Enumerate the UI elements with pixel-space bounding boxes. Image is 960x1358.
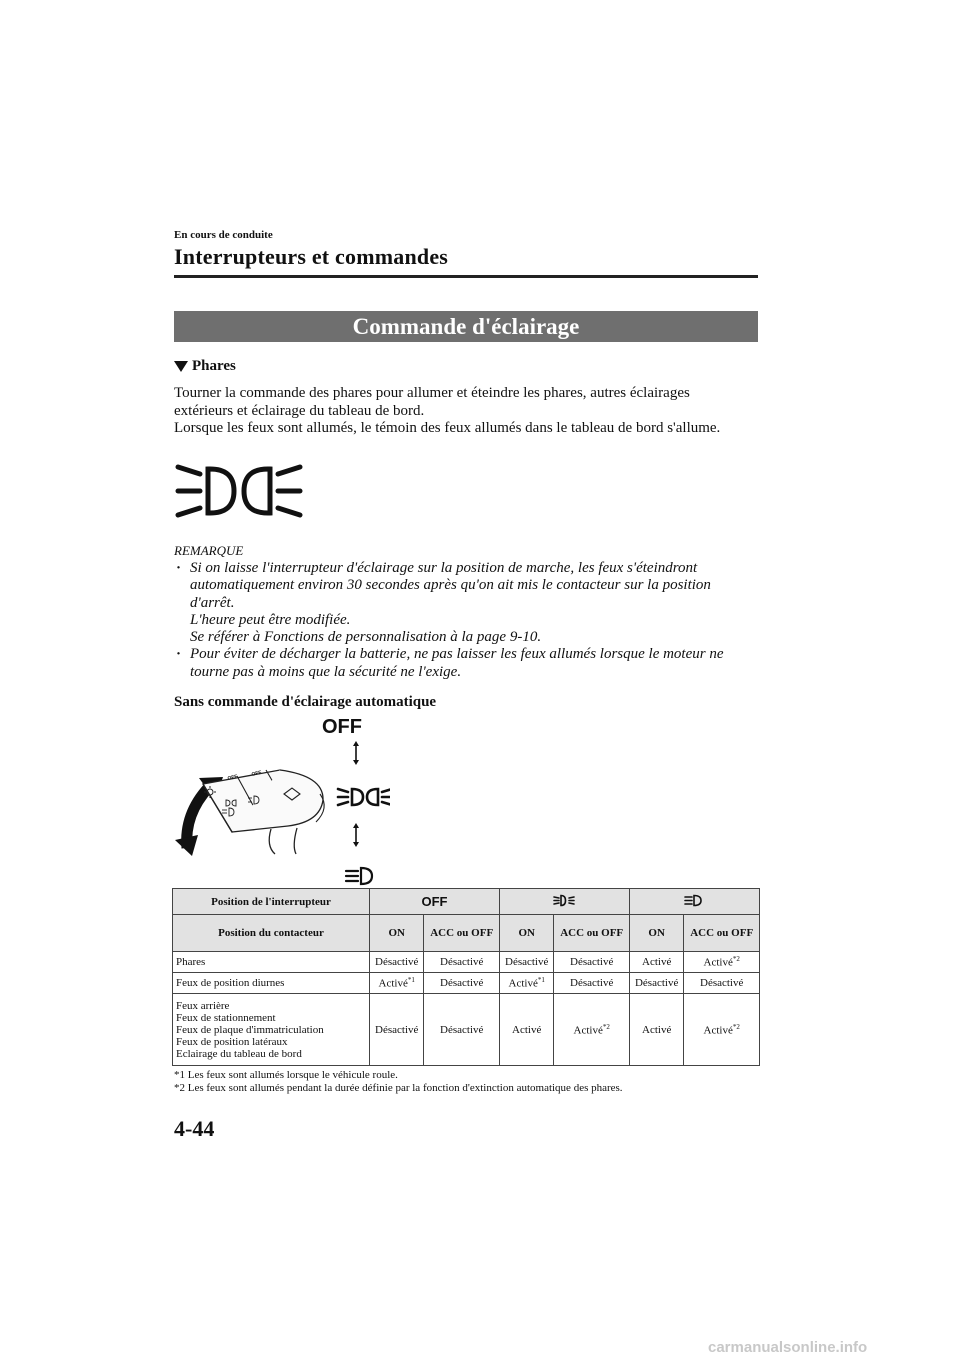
table-cell [629, 973, 683, 994]
table-cell [554, 952, 630, 973]
cell-value: Désactivé [375, 1023, 419, 1036]
note-line: Se référer à Fonctions de personnalisation à la page 9-10. [190, 629, 542, 646]
table-header: ON [629, 915, 683, 952]
table-cell [684, 994, 760, 1066]
row-label-line: Feux de position latéraux [176, 1035, 288, 1048]
note-item [174, 560, 764, 646]
footnote: *1 Les feux sont allumés lorsque le véhicule roule. [174, 1069, 398, 1081]
table-header: ACC ou OFF [684, 915, 760, 952]
note-list [174, 560, 764, 681]
cell-value: Désactivé [440, 977, 484, 989]
parking-light-icon [553, 894, 575, 907]
cell-value: Activé [703, 956, 733, 969]
table-cell [424, 994, 500, 1066]
table-row-label [173, 994, 370, 1066]
table-row-label: Feux de position diurnes [173, 973, 370, 994]
row-label-line: Feux de plaque d'immatriculation [176, 1023, 324, 1036]
note-line: · Si on laisse l'interrupteur d'éclairage sur la position de marche, les feux s'éteindront [190, 560, 698, 576]
table-row [173, 889, 760, 915]
footnotes [174, 1069, 623, 1095]
headlight-indicator-icon [174, 460, 304, 522]
footnote-ref: *2 [732, 955, 740, 964]
cell-value: Activé [642, 1023, 672, 1036]
note-line: L'heure peut être modifiée. [190, 611, 351, 628]
row-label-line: Feux de stationnement [176, 1011, 276, 1024]
table-row [173, 994, 760, 1066]
table-cell [629, 994, 683, 1066]
note-title: REMARQUE [174, 543, 244, 558]
cell-value: Activé [573, 1024, 603, 1037]
table-row [173, 952, 760, 973]
table-cell [684, 973, 760, 994]
table-row-label: Phares [173, 952, 370, 973]
table-header-off: OFF [370, 889, 500, 915]
headlight-icon [338, 789, 390, 805]
cell-value: Désactivé [634, 977, 679, 989]
table-cell [554, 994, 630, 1066]
table-cell [684, 952, 760, 973]
cell-value: Désactivé [570, 977, 614, 989]
table-row [173, 915, 760, 952]
cell-value: Activé [378, 977, 408, 990]
stalk-off-label: OFF [251, 769, 263, 778]
row-label-line: Eclairage du tableau de bord [176, 1047, 302, 1060]
table-cell [499, 973, 553, 994]
sub-heading-text: Phares [192, 358, 236, 374]
table-cell [629, 952, 683, 973]
table-header-parking [499, 889, 629, 915]
table-cell [554, 973, 630, 994]
sans-commande-heading: Sans commande d'éclairage automatique [174, 694, 437, 710]
sub-heading [174, 358, 236, 375]
row-label-line: Feux arrière [176, 999, 230, 1012]
cell-value: Activé [642, 956, 672, 968]
footnote: *2 Les feux sont allumés pendant la durée définie par la fonction d'extinction automatique des phares. [174, 1082, 623, 1094]
note-line: · Pour éviter de décharger la batterie, ne pas laisser les feux allumés lorsque le moteur ne [190, 646, 724, 663]
table-header: Position de l'interrupteur [173, 889, 370, 915]
cell-value: Désactivé [440, 956, 484, 968]
cell-value: Désactivé [505, 956, 549, 968]
cell-value: Désactivé [375, 956, 419, 968]
footnote-ref: *2 [602, 1022, 610, 1031]
intro-line: Lorsque les feux sont allumés, le témoin des feux allumés dans le tableau de bord s'allume. [174, 420, 721, 436]
note-line: tourne pas à moins que la sécurité ne l'exige. [190, 663, 462, 680]
cell-value: Désactivé [700, 977, 744, 989]
table-cell [424, 973, 500, 994]
table-cell [370, 994, 424, 1066]
footnote-ref: *1 [407, 976, 415, 985]
switch-position-table [172, 888, 760, 1066]
note-item [174, 646, 764, 681]
table-header-headlight [629, 889, 759, 915]
footnote-ref: *2 [732, 1022, 740, 1031]
table-row [173, 973, 760, 994]
table-header: ON [370, 915, 424, 952]
cell-value: Désactivé [440, 1023, 484, 1036]
table-header: Position du contacteur [173, 915, 370, 952]
cell-value: Désactivé [570, 956, 614, 968]
cell-value: Activé [512, 1023, 542, 1036]
note-line: automatiquement environ 30 secondes après qu'on ait mis le contacteur sur la position [190, 577, 711, 594]
table-header: ACC ou OFF [424, 915, 500, 952]
table-cell [499, 994, 553, 1066]
triangle-bullet-icon [174, 361, 188, 372]
table-cell [370, 973, 424, 994]
page-title: Interrupteurs et commandes [174, 244, 449, 269]
page-number: 4-44 [174, 1116, 215, 1141]
section-banner: Commande d'éclairage [174, 311, 758, 342]
cell-value: Activé [703, 1024, 733, 1037]
footnote-ref: *1 [537, 976, 545, 985]
cell-value: Activé [508, 977, 538, 990]
light-switch-figure [170, 714, 390, 886]
note-line: d'arrêt. [190, 594, 235, 611]
section-label: En cours de conduite [174, 229, 273, 241]
intro-text [174, 385, 774, 438]
intro-line: Tourner la commande des phares pour allumer et éteindre les phares, autres éclairages [174, 385, 690, 401]
stalk-off-label: OFF [227, 773, 239, 782]
intro-line: extérieurs et éclairage du tableau de bord. [174, 402, 425, 419]
table-header: ON [499, 915, 553, 952]
parking-light-icon [346, 868, 372, 884]
title-rule [174, 275, 758, 278]
headlight-icon [684, 894, 704, 907]
table-cell [499, 952, 553, 973]
watermark-link[interactable]: carmanualsonline.info [708, 1339, 868, 1356]
table-header: ACC ou OFF [554, 915, 630, 952]
table-cell [370, 952, 424, 973]
table-cell [424, 952, 500, 973]
figure-off-label: OFF [322, 716, 362, 738]
